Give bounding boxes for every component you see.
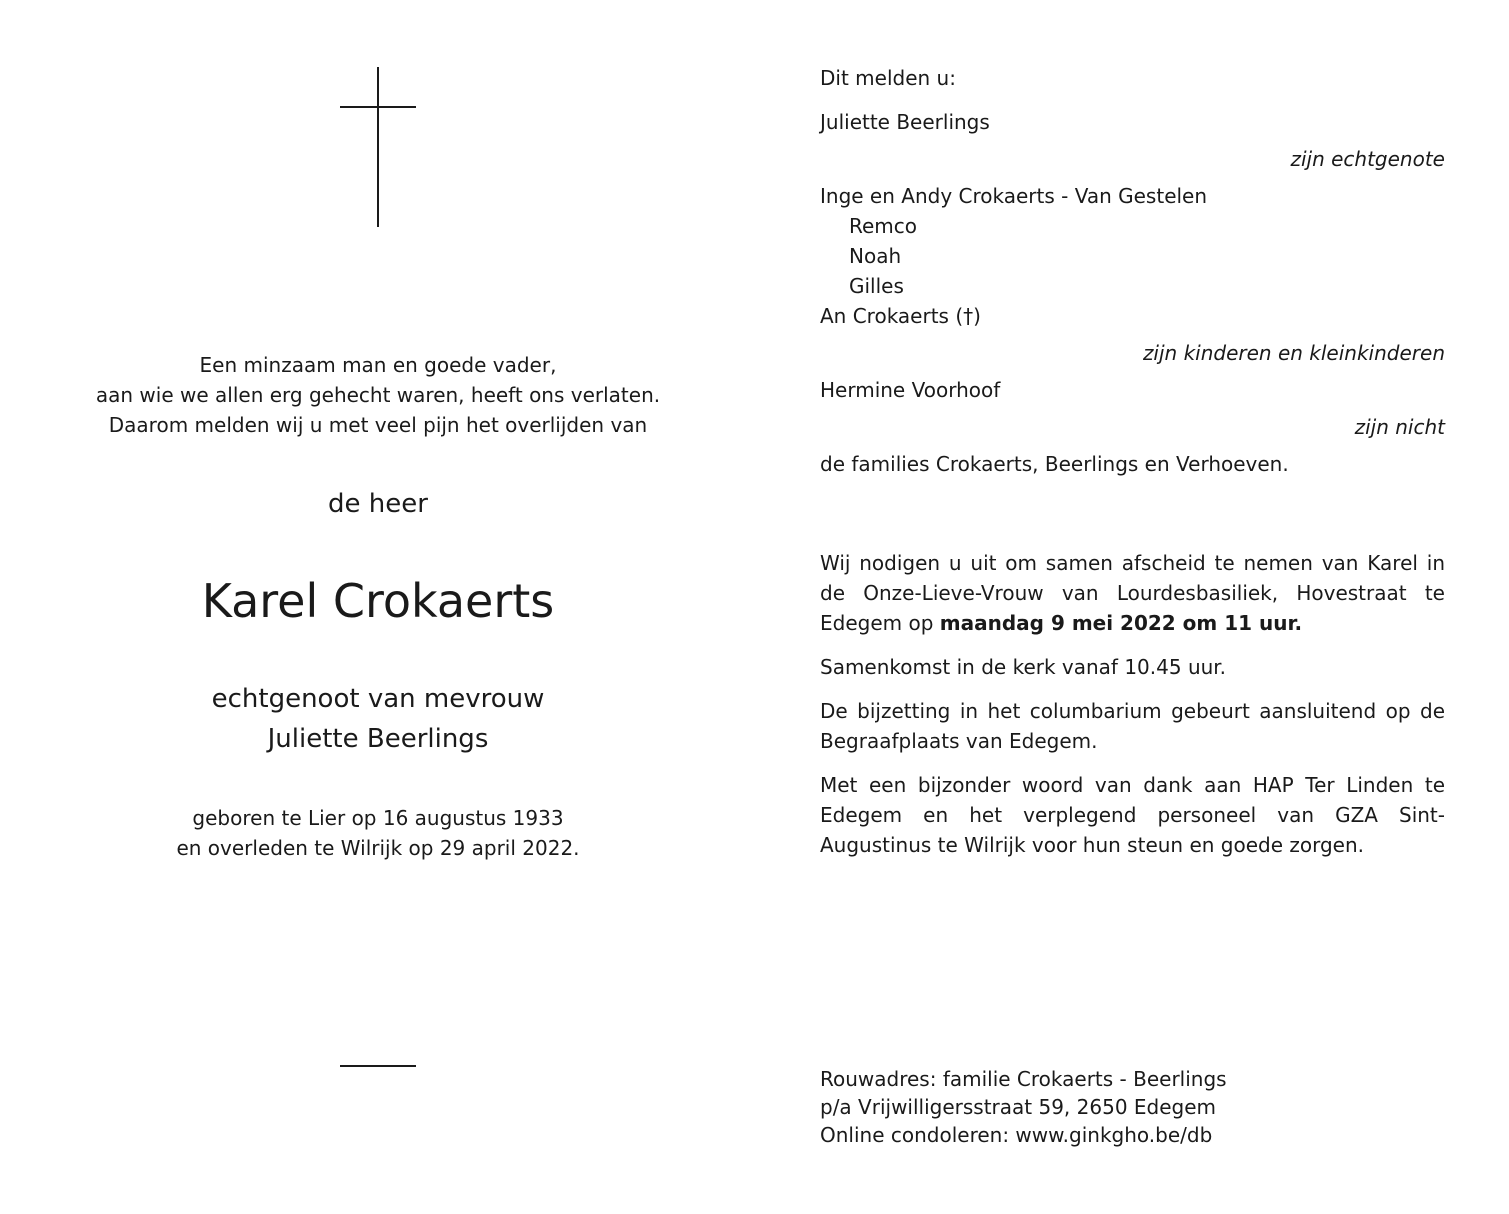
spouse-text <box>0 679 756 759</box>
intro-line: Een minzaam man en goede vader, <box>199 353 557 377</box>
spouse-line: echtgenoot van mevrouw <box>211 684 545 714</box>
announce-header: Dit melden u: <box>820 66 956 90</box>
grandchild-line: Remco <box>849 214 918 238</box>
intro-text <box>0 350 756 440</box>
invitation-paragraph <box>820 548 1445 638</box>
footer-line: Online condoleren: www.ginkgho.be/db <box>820 1123 1213 1147</box>
burial-paragraph: De bijzetting in het columbarium gebeurt aansluitend op de Begraafplaats van Edegem. <box>820 699 1445 753</box>
cross-icon-horizontal <box>340 106 416 108</box>
gathering-paragraph: Samenkomst in de kerk vanaf 10.45 uur. <box>820 655 1227 679</box>
wife-name: Juliette Beerlings <box>820 110 990 134</box>
thanks-paragraph: Met een bijzonder woord van dank aan HAP Ter Linden te Edegem en het verplegend personeel van GZA Sint-Augustinus te Wilrijk voor hun steun en goede zorgen. <box>820 773 1445 857</box>
intro-line: Daarom melden wij u met veel pijn het overlijden van <box>108 413 648 437</box>
intro-line: aan wie we allen erg gehecht waren, heeft ons verlaten. <box>95 383 661 407</box>
footer-line: Rouwadres: familie Crokaerts - Beerlings <box>820 1067 1227 1091</box>
grandchild-line: Noah <box>849 244 902 268</box>
footer-address <box>820 1065 1227 1149</box>
cross-icon-vertical <box>377 67 379 227</box>
death-line: en overleden te Wilrijk op 29 april 2022. <box>176 836 580 860</box>
wife-relation: zijn echtgenote <box>1290 147 1445 171</box>
right-panel <box>820 0 1445 1214</box>
child-line: Inge en Andy Crokaerts - Van Gestelen <box>820 184 1208 208</box>
spouse-name: Juliette Beerlings <box>267 724 489 754</box>
invitation-text: Wij nodigen u uit om samen afscheid te nemen van Karel in de Onze-Lieve-Vrouw van Lourdesbasiliek, Hovestraat te Edegem op <box>820 551 1445 635</box>
divider-line <box>340 1065 416 1067</box>
birth-line: geboren te Lier op 16 augustus 1933 <box>192 806 564 830</box>
deceased-name: Karel Crokaerts <box>201 574 555 628</box>
dates-text <box>0 803 756 863</box>
families-line: de families Crokaerts, Beerlings en Verhoeven. <box>820 452 1289 476</box>
niece-name: Hermine Voorhoof <box>820 378 1001 402</box>
children-relation: zijn kinderen en kleinkinderen <box>1142 341 1445 365</box>
grandchild-line: Gilles <box>849 274 904 298</box>
niece-relation: zijn nicht <box>1354 415 1445 439</box>
invitation-date: maandag 9 mei 2022 om 11 uur. <box>939 611 1303 635</box>
footer-line: p/a Vrijwilligersstraat 59, 2650 Edegem <box>820 1095 1217 1119</box>
title-text: de heer <box>328 489 428 519</box>
child-line: An Crokaerts (†) <box>820 304 981 328</box>
